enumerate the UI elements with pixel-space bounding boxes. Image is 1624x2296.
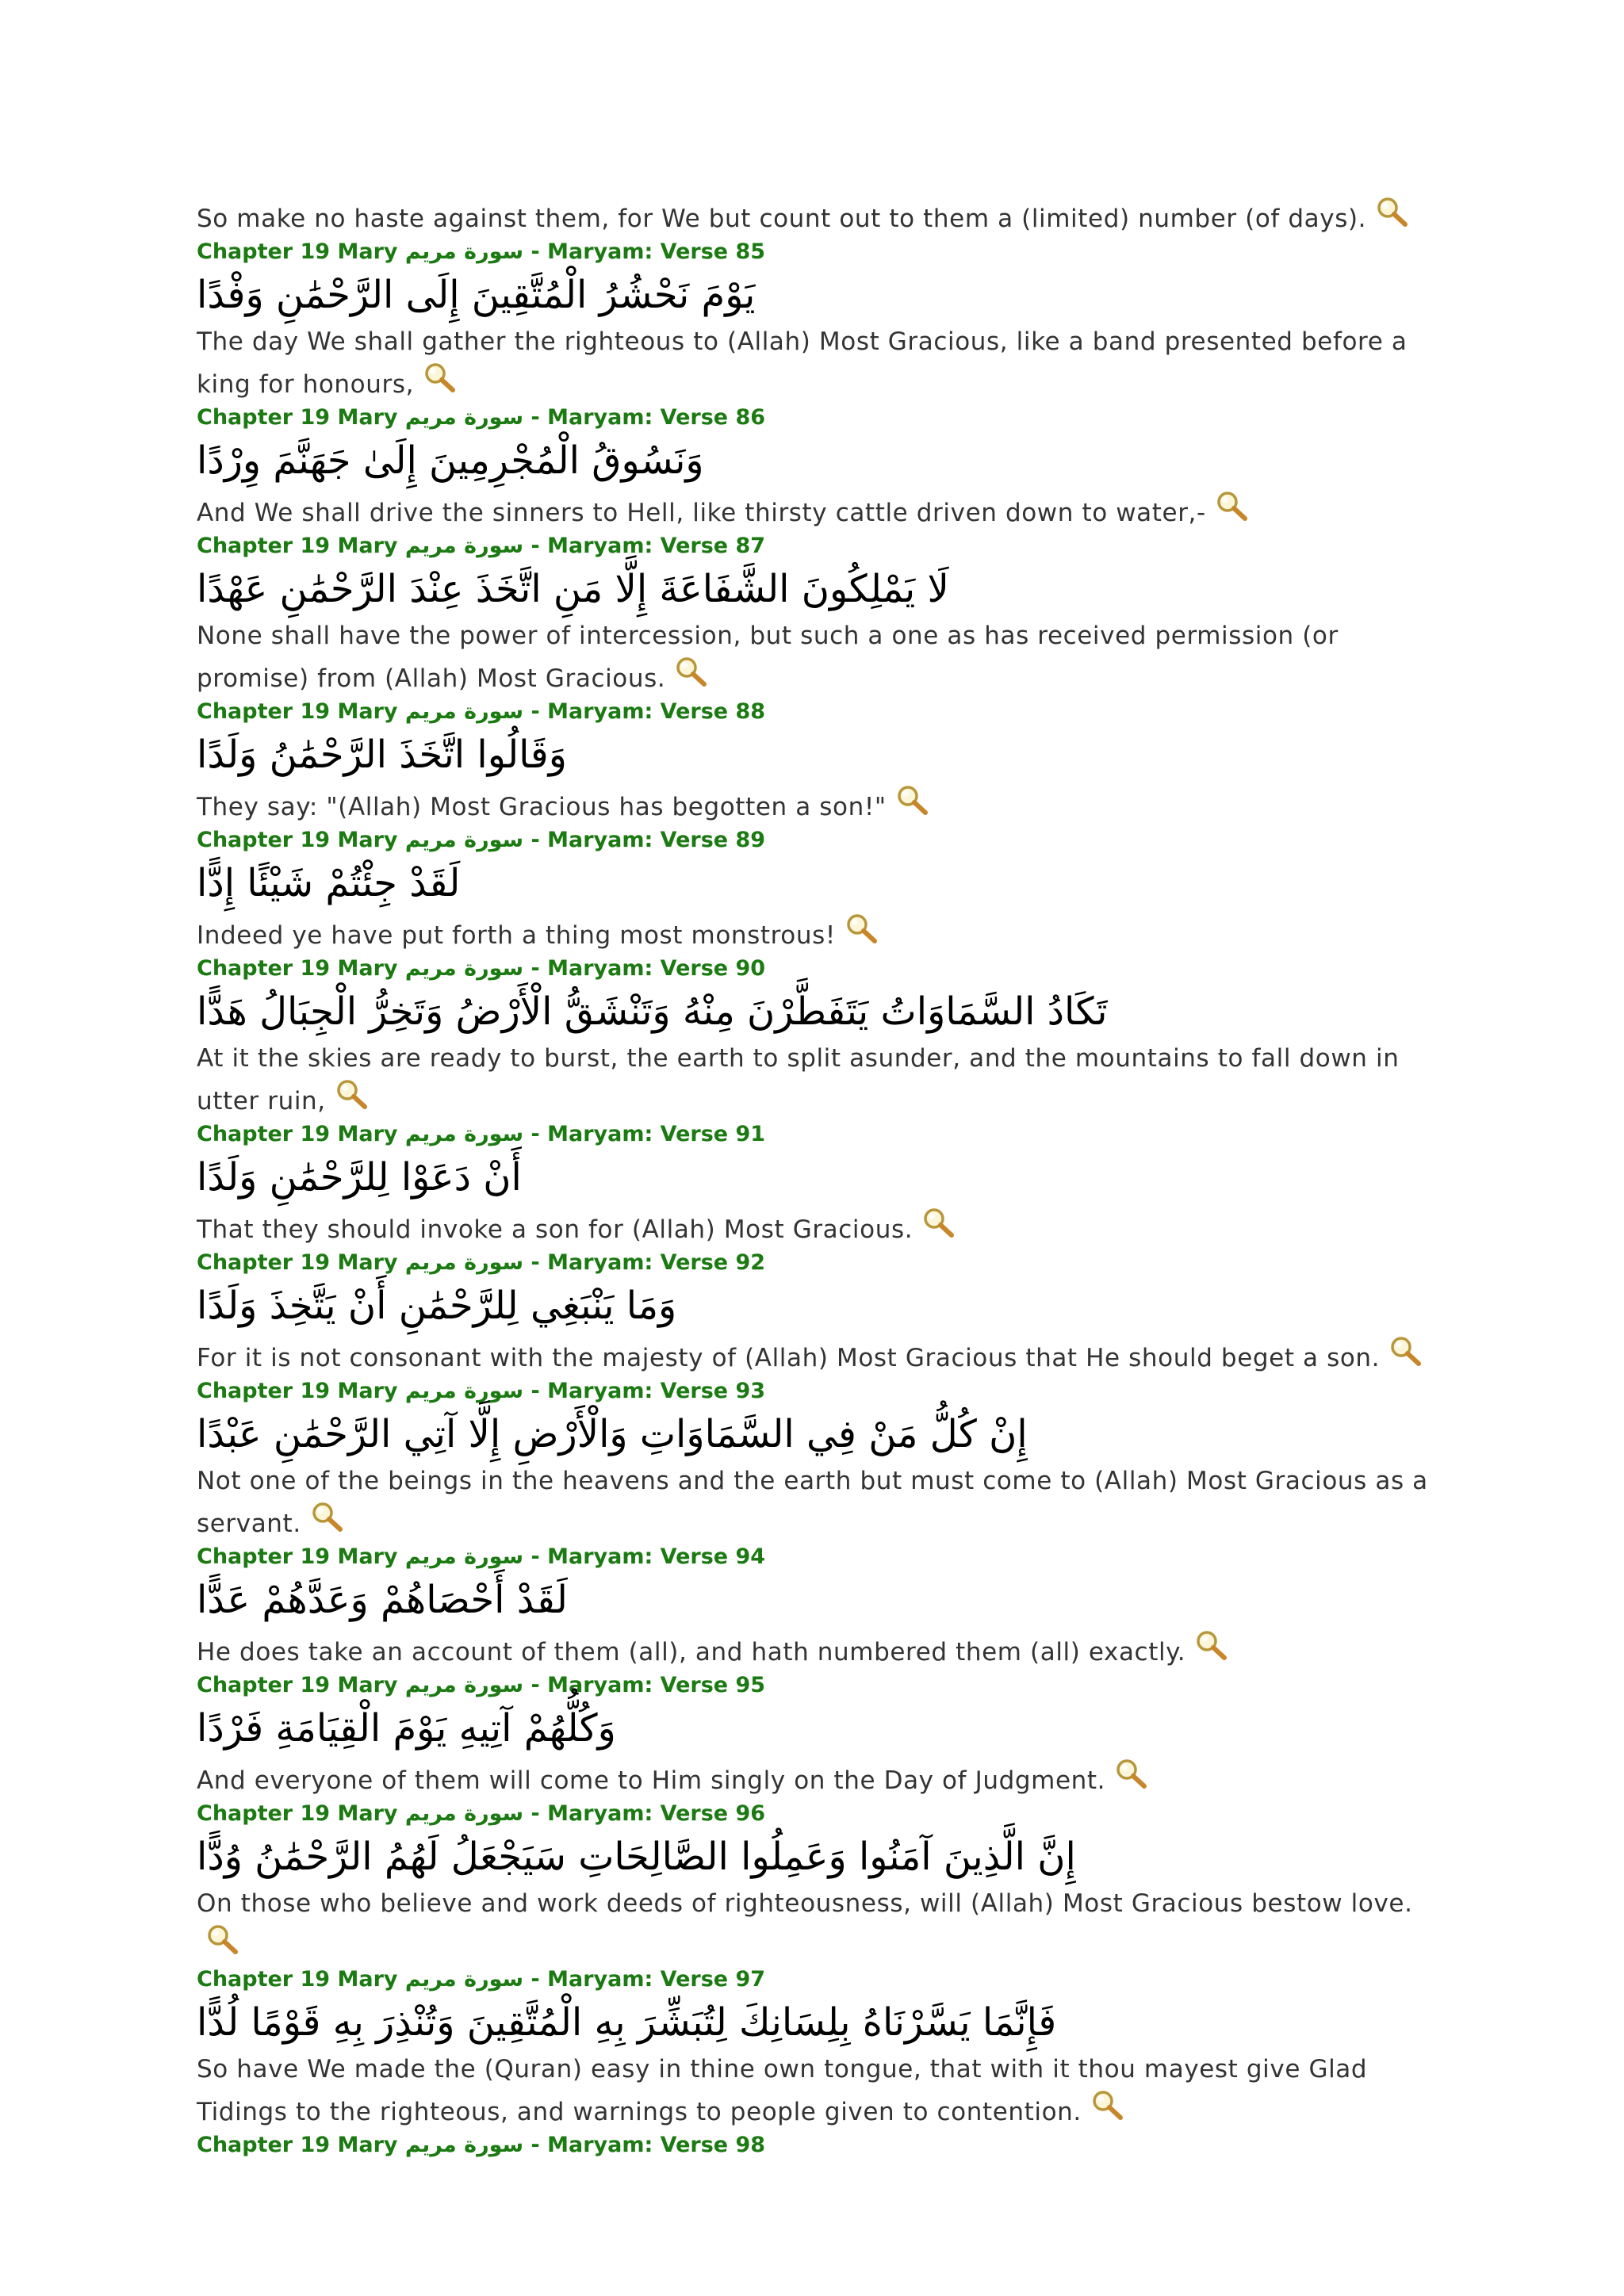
arabic-verse-text: يَوْمَ نَحْشُرُ الْمُتَّقِينَ إِلَى الرَّحْمَٰنِ وَفْدًا [197, 273, 756, 317]
magnifier-icon[interactable] [1090, 2088, 1126, 2123]
verse-heading: Chapter 19 Mary سورة مريم - Maryam: Verse 90 [197, 956, 766, 981]
translation-text: That they should invoke a son for (Allah) Most Gracious. [197, 1206, 1450, 1249]
translation-text: And everyone of them will come to Him singly on the Day of Judgment. [197, 1757, 1450, 1800]
verse-block [197, 1377, 1450, 1543]
verse-block [197, 1543, 1450, 1671]
translation-text: He does take an account of them (all), and hath numbered them (all) exactly. [197, 1628, 1450, 1671]
arabic-verse-text: فَإِنَّمَا يَسَّرْنَاهُ بِلِسَانِكَ لِتُبَشِّرَ بِهِ الْمُتَّقِينَ وَتُنْذِرَ بِهِ قَوْمًا لُدًّا [197, 2000, 1057, 2045]
arabic-verse-text: وَمَا يَنْبَغِي لِلرَّحْمَٰنِ أَنْ يَتَّخِذَ وَلَدًا [197, 1284, 677, 1328]
verse-block [197, 404, 1450, 532]
arabic-verse-text: وَقَالُوا اتَّخَذَ الرَّحْمَٰنُ وَلَدًا [197, 733, 567, 777]
magnifier-icon[interactable] [844, 912, 880, 947]
translation-text: For it is not consonant with the majesty of (Allah) Most Gracious that He should beget a son. [197, 1334, 1450, 1377]
arabic-verse-text: لَا يَمْلِكُونَ الشَّفَاعَةَ إِلَّا مَنِ اتَّخَذَ عِنْدَ الرَّحْمَٰنِ عَهْدًا [197, 567, 949, 611]
magnifier-icon[interactable] [1113, 1757, 1150, 1792]
translation-text: And We shall drive the sinners to Hell, like thirsty cattle driven down to water,- [197, 489, 1450, 532]
magnifier-icon[interactable] [921, 1206, 957, 1241]
magnifier-icon[interactable] [1214, 489, 1251, 524]
arabic-verse-text: لَقَدْ جِئْتُمْ شَيْئًا إِدًّا [197, 861, 461, 905]
translation-text: Not one of the beings in the heavens and the earth but must come to (Allah) Most Gracious as a servant. [197, 1467, 1428, 1538]
verse-heading: Chapter 19 Mary سورة مريم - Maryam: Verse 96 [197, 1801, 766, 1826]
translation-text: None shall have the power of intercession, but such a one as has received permission (or promise) from (Allah) Most Gracious. [197, 622, 1339, 693]
verse-block [197, 532, 1450, 698]
verse-block [197, 1671, 1450, 1800]
verse-heading-98: Chapter 19 Mary سورة مريم - Maryam: Verse 98 [197, 2133, 766, 2157]
verse-heading: Chapter 19 Mary سورة مريم - Maryam: Verse 97 [197, 1967, 766, 1992]
translation-text: The day We shall gather the righteous to (Allah) Most Gracious, like a band presented before a king for honours, [197, 327, 1408, 399]
verse-heading: Chapter 19 Mary سورة مريم - Maryam: Verse 91 [197, 1122, 766, 1146]
translation-verse-84: So make no haste against them, for We but count out to them a (limited) number (of days). [197, 195, 1450, 238]
verse-heading: Chapter 19 Mary سورة مريم - Maryam: Verse 95 [197, 1673, 766, 1697]
verse-heading: Chapter 19 Mary سورة مريم - Maryam: Verse 86 [197, 405, 766, 430]
translation-text: On those who believe and work deeds of righteousness, will (Allah) Most Gracious bestow love. [197, 1885, 1450, 1965]
arabic-verse-text: لَقَدْ أَحْصَاهُمْ وَعَدَّهُمْ عَدًّا [197, 1578, 568, 1622]
verse-heading: Chapter 19 Mary سورة مريم - Maryam: Verse 89 [197, 828, 766, 852]
verse-block [197, 698, 1450, 826]
verse-heading: Chapter 19 Mary سورة مريم - Maryam: Verse 85 [197, 239, 766, 264]
translation-text: So have We made the (Quran) easy in thine own tongue, that with it thou mayest give Glad Tidings to the righteous, and warnings to people given to contention. [197, 2055, 1368, 2126]
arabic-verse-text: إِنْ كُلُّ مَنْ فِي السَّمَاوَاتِ وَالْأَرْضِ إِلَّا آتِي الرَّحْمَٰنِ عَبْدًا [197, 1412, 1028, 1456]
magnifier-icon[interactable] [673, 655, 710, 690]
verse-list [197, 238, 1450, 2131]
arabic-verse-text: وَكُلُّهُمْ آتِيهِ يَوْمَ الْقِيَامَةِ فَرْدًا [197, 1706, 616, 1751]
translation-text: Indeed ye have put forth a thing most monstrous! [197, 912, 1450, 955]
magnifier-icon[interactable] [1388, 1334, 1424, 1369]
verse-heading: Chapter 19 Mary سورة مريم - Maryam: Verse 93 [197, 1379, 766, 1403]
document-page [197, 195, 1450, 2160]
verse-heading: Chapter 19 Mary سورة مريم - Maryam: Verse 87 [197, 534, 766, 558]
magnifier-icon[interactable] [894, 783, 931, 818]
verse-heading: Chapter 19 Mary سورة مريم - Maryam: Verse 92 [197, 1250, 766, 1275]
verse-block [197, 1120, 1450, 1249]
magnifier-icon[interactable] [334, 1077, 370, 1112]
verse-heading: Chapter 19 Mary سورة مريم - Maryam: Verse 94 [197, 1544, 766, 1569]
magnifier-icon[interactable] [309, 1500, 346, 1535]
magnifier-icon[interactable] [422, 361, 458, 396]
arabic-verse-text: وَنَسُوقُ الْمُجْرِمِينَ إِلَىٰ جَهَنَّمَ وِرْدًا [197, 438, 704, 483]
translation-text: They say: "(Allah) Most Gracious has begotten a son!" [197, 783, 1450, 826]
arabic-verse-text: تَكَادُ السَّمَاوَاتُ يَتَفَطَّرْنَ مِنْهُ وَتَنْشَقُّ الْأَرْضُ وَتَخِرُّ الْجِبَالُ هَدًّا [197, 989, 1108, 1034]
verse-block [197, 1965, 1450, 2131]
arabic-verse-text: إِنَّ الَّذِينَ آمَنُوا وَعَمِلُوا الصَّالِحَاتِ سَيَجْعَلُ لَهُمُ الرَّحْمَٰنُ وُدًّا [197, 1835, 1076, 1879]
verse-block [197, 1800, 1450, 1965]
verse-block [197, 826, 1450, 955]
verse-block [197, 238, 1450, 404]
verse-block [197, 1249, 1450, 1377]
verse-heading: Chapter 19 Mary سورة مريم - Maryam: Verse 88 [197, 699, 766, 724]
magnifier-icon[interactable] [1193, 1628, 1230, 1663]
magnifier-icon[interactable] [1374, 195, 1411, 230]
verse-block [197, 955, 1450, 1120]
arabic-verse-text: أَنْ دَعَوْا لِلرَّحْمَٰنِ وَلَدًا [197, 1155, 522, 1200]
magnifier-icon[interactable] [205, 1923, 241, 1957]
translation-text: At it the skies are ready to burst, the earth to split asunder, and the mountains to fall down in utter ruin, [197, 1044, 1400, 1115]
